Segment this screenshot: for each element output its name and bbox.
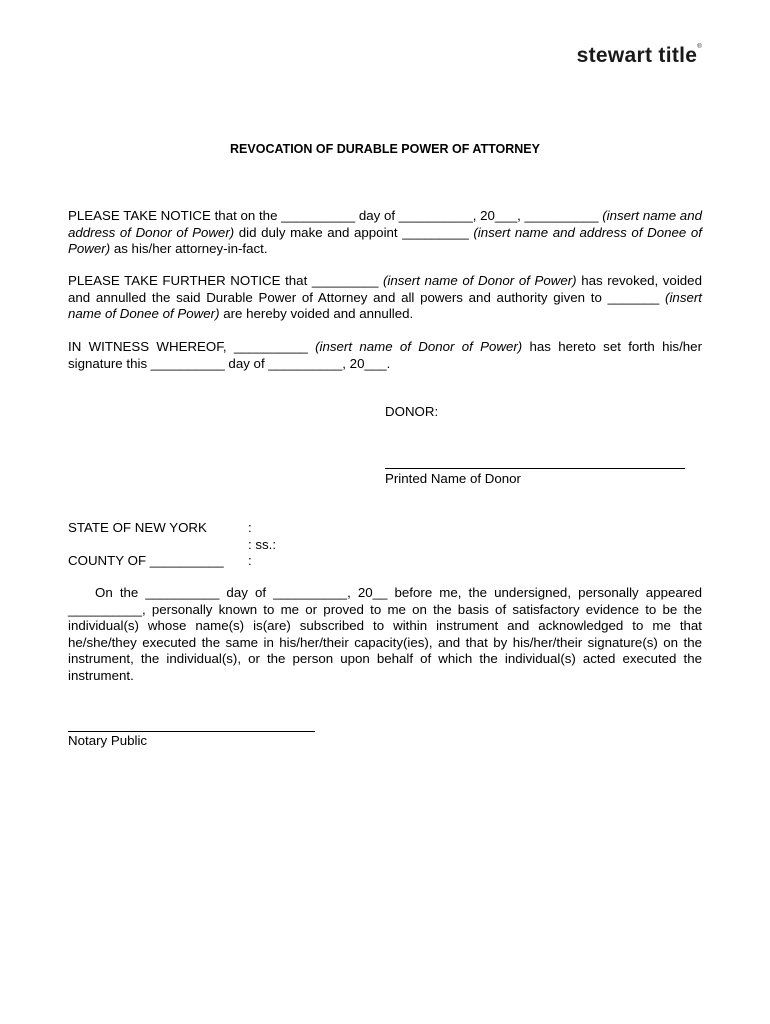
notice-paragraph — [68, 208, 702, 258]
witness-text-1: IN WITNESS WHEREOF, __________ — [68, 339, 316, 354]
document-title: REVOCATION OF DURABLE POWER OF ATTORNEY — [230, 142, 540, 156]
further-text-3: are hereby voided and annulled. — [219, 306, 414, 321]
further-instruction-1: (insert name of Donor of Power) — [382, 273, 577, 288]
further-text-1: PLEASE TAKE FURTHER NOTICE that _________ — [68, 273, 383, 288]
witness-text-2: has hereto set forth his/her signature this __________ day of __________, 20___. — [68, 339, 702, 371]
printed-name-label: Printed Name of Donor — [385, 471, 521, 486]
notice-instruction-2: (insert name and address of Donee of Power) — [68, 224, 702, 256]
county-label: COUNTY OF __________ — [68, 553, 224, 568]
state-label: STATE OF NEW YORK — [68, 520, 207, 535]
registered-mark: ® — [697, 44, 702, 50]
donor-signature-line — [385, 468, 685, 469]
colon-1: : — [248, 520, 252, 535]
further-instruction-2: (insert name of Donee of Power) — [68, 289, 702, 321]
further-text-2: has revoked, voided and annulled the said Durable Power of Attorney and all powers and authority given to _______ — [68, 273, 702, 305]
stewart-title-logo — [577, 44, 702, 68]
further-notice-paragraph — [68, 273, 702, 323]
ss-marker: : ss.: — [248, 536, 277, 552]
notice-instruction-1: (insert name and address of Donor of Power) — [68, 208, 702, 240]
witness-instruction: (insert name of Donor of Power) — [315, 339, 523, 354]
colon-3: : — [248, 553, 252, 568]
logo-text: stewart title — [576, 44, 698, 67]
notary-label: Notary Public — [68, 733, 148, 748]
acknowledgment-paragraph: On the __________ day of __________, 20__ before me, the undersigned, personally appeared __________, personally known to me or proved to me on the basis of satisfactory evidence to be the individual(s) whose name(s) is(are) subscribed to within instrument and acknowledged to me that he/she/they executed the same in his/her/their capacity(ies), and that by his/her/their signature(s) on the instrument, the individual(s), or the person upon behalf of which the individual(s) acted executed the instrument. — [68, 585, 702, 683]
notice-text-1: PLEASE TAKE NOTICE that on the __________ day of __________, 20___, __________ — [68, 208, 603, 223]
notice-text-3: as his/her attorney-in-fact. — [110, 241, 268, 256]
venue-colons — [248, 520, 276, 570]
notice-text-2: did duly make and appoint _________ — [234, 224, 474, 240]
donor-label: DONOR: — [385, 404, 439, 419]
witness-paragraph — [68, 339, 702, 372]
notary-signature-line — [68, 731, 315, 732]
